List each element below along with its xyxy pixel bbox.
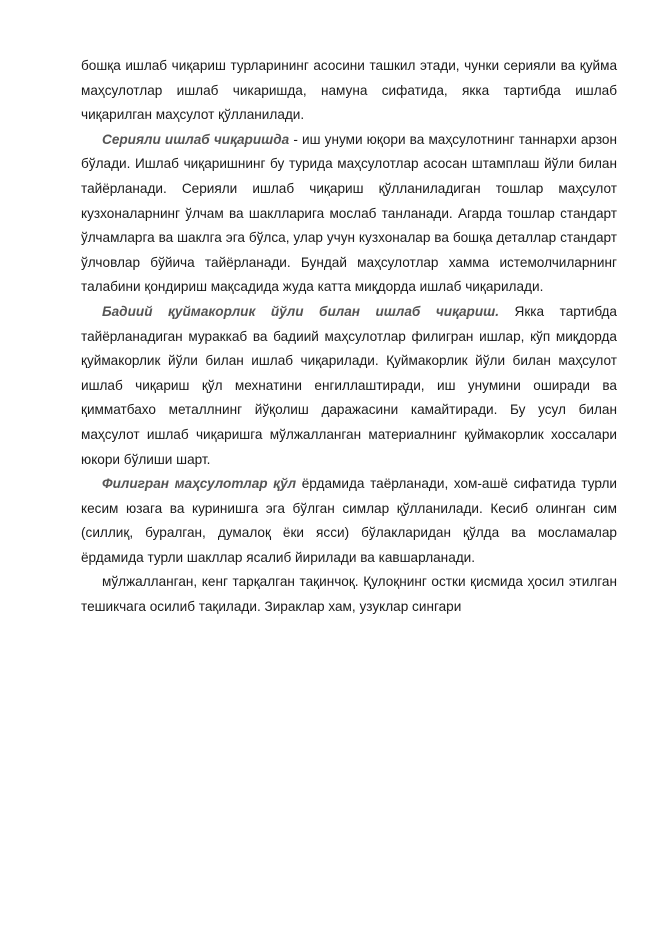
paragraph-continuation: [81, 54, 617, 128]
paragraph-text: бошқа ишлаб чиқариш турларининг асосини ташкил этади, чунки серияли ва қуйма маҳсулотлар ишлаб чикаришда, намуна сифатида, якка тартибда ишлаб чиқарилган маҳсулот қўлланилади.: [81, 58, 617, 123]
document-page: [81, 54, 617, 620]
paragraph-filigree: [81, 472, 617, 570]
paragraph-earrings: [81, 570, 617, 619]
paragraph-text: мўлжалланган, кенг тарқалган тақинчоқ. Қулоқнинг остки қисмида ҳосил этилган тешикчага осилиб тақилади. Зираклар хам, узуклар сингари: [81, 574, 617, 615]
paragraph-artistic-casting: [81, 300, 617, 472]
paragraph-serial-production: [81, 128, 617, 300]
paragraph-lead-term: Серияли ишлаб чиқаришда: [102, 131, 290, 147]
paragraph-lead-term: Бадиий қуймакорлик йўли билан ишлаб чиқариш.: [102, 303, 499, 319]
paragraph-text: ёрдамида таёрланади, хом-ашё сифатида турли кесим юзага ва куринишга эга бўлган симлар қўлланилади. Кесиб олинган сим (силлиқ, буралган, думалоқ ёки ясси) бўлакларидан қўлда ва мосламалар ёрдамида турли шакллар ясалиб йирилади ва кавшарланади.: [81, 476, 617, 565]
paragraph-text: - иш унуми юқори ва маҳсулотнинг таннархи арзон бўлади. Ишлаб чиқаришнинг бу турида маҳсулотлар асосан штамплаш йўли билан тайёрланади. Серияли ишлаб чиқариш қўлланиладиган тошлар маҳсулот кузхоналарнинг ўлчам ва шаклларига мослаб танланади. Агарда тошлар стандарт ўлчамларга ва шаклга эга бўлса, улар учун кузхоналар ва бошқа деталлар стандарт ўлчовлар бўйича тайёрланади. Бундай маҳсулотлар хамма истемолчиларнинг талабини қондириш мақсадида жуда катта миқдорда ишлаб чиқарилади.: [81, 131, 617, 295]
paragraph-text: Якка тартибда тайёрланадиган мураккаб ва бадиий маҳсулотлар филигран ишлар, кўп миқдорда қуймакорлик йўли билан ишлаб чиқарилади. Қуймакорлик йўли билан маҳсулот ишлаб чиқариш қўл мехнатини енгиллаштиради, иш унумини оширади ва қимматбахо металлнинг йўқолиш даражасини камайтиради. Бу усул билан маҳсулот ишлаб чиқаришга мўлжалланган материалнинг қуймакорлик хоссалари юкори бўлиши шарт.: [81, 303, 617, 467]
paragraph-lead-term: Филигран маҳсулотлар қўл: [102, 476, 297, 492]
